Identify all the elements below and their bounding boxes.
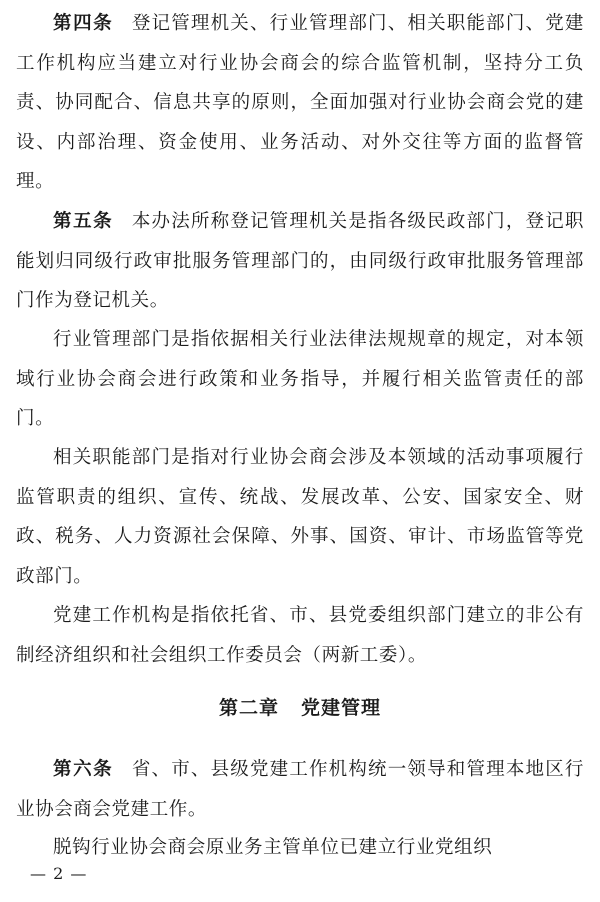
article-4-paragraph (16, 4, 584, 202)
party-org-paragraph: 党建工作机构是指依托省、市、县党委组织部门建立的非公有制经济组织和社会组织工作委员会（两新工委）。 (16, 605, 584, 666)
chapter-number: 第二章 (218, 697, 279, 719)
article-5-text: 本办法所称登记管理机关是指各级民政部门，登记职能划归同级行政审批服务管理部门的，由同级行政审批服务管理部门作为登记机关。 (16, 211, 584, 311)
article-6-label: 第六条 (53, 759, 114, 780)
chapter-title: 党建管理 (301, 697, 382, 719)
article-6-paragraph (16, 750, 584, 829)
decoupled-paragraph: 脱钩行业协会商会原业务主管单位已建立行业党组织 (53, 837, 493, 858)
article-5-label: 第五条 (53, 211, 114, 232)
article-4-label: 第四条 (53, 13, 114, 34)
page-number: — 2 — (30, 864, 88, 883)
article-6-text: 省、市、县级党建工作机构统一领导和管理本地区行业协会商会党建工作。 (16, 759, 584, 820)
industry-dept-paragraph: 行业管理部门是指依据相关行业法律法规规章的规定，对本领域行业协会商会进行政策和业务指导，并履行相关监管责任的部门。 (16, 329, 584, 429)
chapter-heading (0, 693, 600, 723)
article-5-paragraph (16, 202, 584, 321)
functional-dept-paragraph: 相关职能部门是指对行业协会商会涉及本领域的活动事项履行监管职责的组织、宣传、统战、发展改革、公安、国家安全、财政、税务、人力资源社会保障、外事、国资、审计、市场监管等党政部门。 (16, 447, 584, 587)
article-4-text: 登记管理机关、行业管理部门、相关职能部门、党建工作机构应当建立对行业协会商会的综合监管机制，坚持分工负责、协同配合、信息共享的原则，全面加强对行业协会商会党的建设、内部治理、资金使用、业务活动、对外交往等方面的监督管理。 (16, 13, 584, 192)
